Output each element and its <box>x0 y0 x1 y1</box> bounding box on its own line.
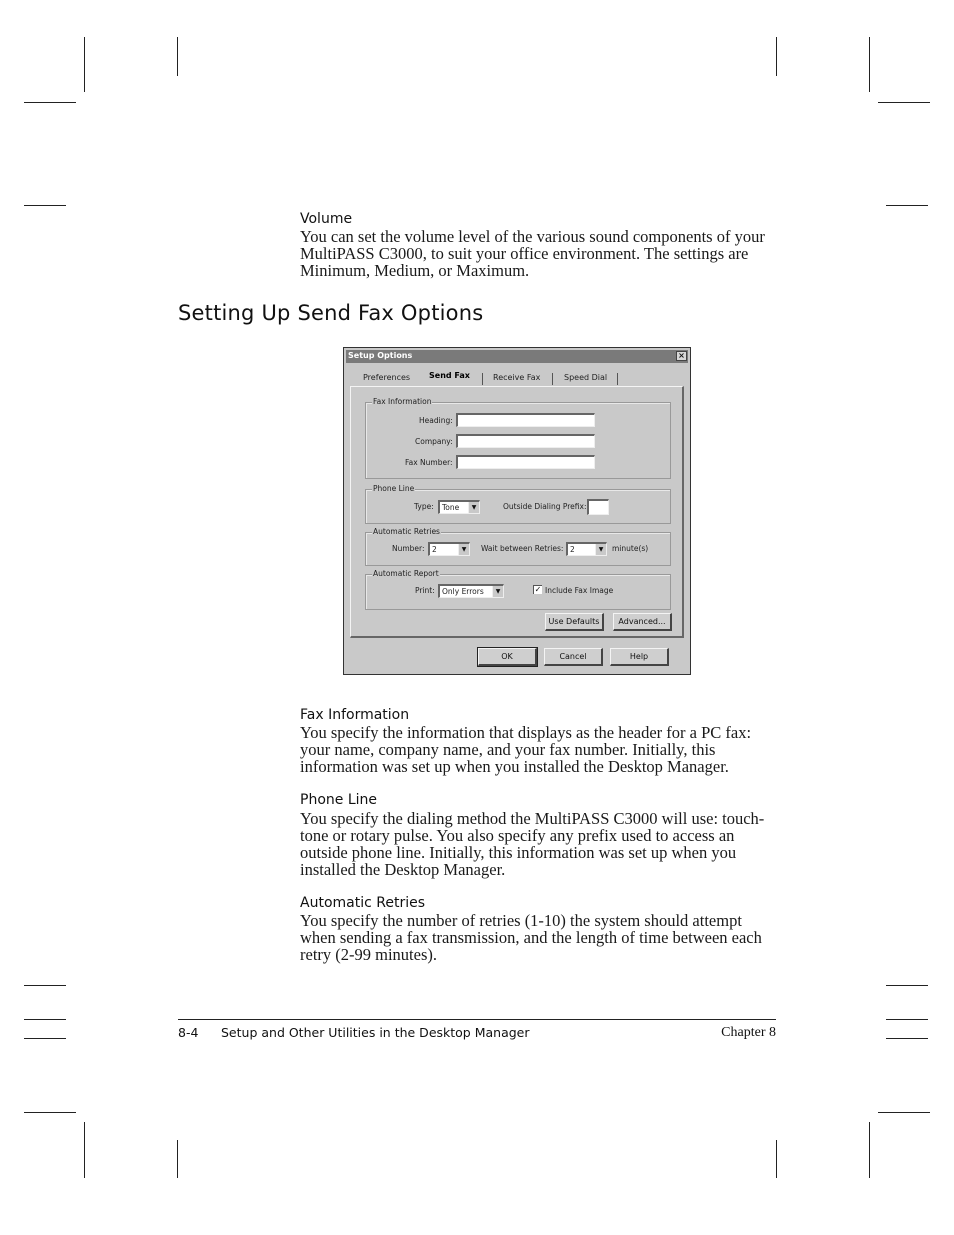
retries-number-value: 2 <box>432 545 437 554</box>
phone-line-heading: Phone Line <box>300 792 377 808</box>
volume-heading: Volume <box>300 211 353 227</box>
tab-bar <box>350 371 686 387</box>
dialog-titlebar[interactable] <box>346 350 688 363</box>
crop-mark <box>24 985 66 986</box>
outside-dialing-prefix-input[interactable] <box>587 499 609 515</box>
chevron-down-icon[interactable]: ▼ <box>595 544 606 555</box>
help-button[interactable]: Help <box>610 648 669 666</box>
retries-number-dropdown[interactable] <box>428 542 470 556</box>
crop-mark <box>776 1140 777 1178</box>
tab-send-fax[interactable]: Send Fax <box>429 371 470 380</box>
tab-speed-dial[interactable]: Speed Dial <box>564 373 608 382</box>
number-label: Number: <box>392 544 425 553</box>
page-number: 8-4 <box>178 1025 199 1040</box>
chevron-down-icon[interactable]: ▼ <box>492 586 503 597</box>
print-value: Only Errors <box>442 587 484 596</box>
crop-mark <box>24 1019 66 1020</box>
automatic-retries-group <box>365 527 671 566</box>
phone-line-group-label: Phone Line <box>373 484 415 493</box>
footer-chapter: Chapter 8 <box>721 1025 776 1040</box>
fax-number-input[interactable] <box>456 455 595 469</box>
crop-mark <box>24 1038 66 1039</box>
type-label: Type: <box>414 502 434 511</box>
print-label: Print: <box>415 586 435 595</box>
send-fax-panel <box>350 386 684 638</box>
cancel-button[interactable]: Cancel <box>544 648 603 666</box>
automatic-report-group <box>365 569 671 610</box>
automatic-retries-text: You specify the number of retries (1-10) the system should attempt when sending a fax transmission, and the length of time between each retry (2-99 minutes). <box>300 911 762 964</box>
crop-mark <box>24 205 66 206</box>
fax-information-heading: Fax Information <box>300 707 410 723</box>
type-dropdown[interactable] <box>438 500 480 514</box>
crop-mark <box>886 1019 928 1020</box>
tab-divider <box>482 373 483 385</box>
chevron-down-icon[interactable]: ▼ <box>468 502 479 513</box>
wait-between-retries-label: Wait between Retries: <box>481 544 564 553</box>
wait-between-retries-value: 2 <box>570 545 575 554</box>
automatic-retries-group-label: Automatic Retries <box>373 527 440 536</box>
ok-button[interactable]: OK <box>478 648 537 666</box>
close-icon[interactable]: × <box>676 351 687 361</box>
crop-mark <box>886 985 928 986</box>
volume-text: You can set the volume level of the various sound components of your MultiPASS C3000, to suit your office environment. The settings are Minimum, Medium, or Maximum. <box>300 227 765 280</box>
phone-line-text: You specify the dialing method the MultiPASS C3000 will use: touch- tone or rotary pulse. You also specify any prefix used to access an outside phone line. Initially, this information was set up when you installed the Desktop Manager. <box>300 809 765 879</box>
outside-dialing-prefix-label: Outside Dialing Prefix: <box>503 502 587 511</box>
automatic-retries-heading: Automatic Retries <box>300 895 426 911</box>
crop-mark <box>84 1122 85 1178</box>
advanced-button[interactable]: Advanced... <box>613 613 672 631</box>
crop-mark <box>878 1112 930 1113</box>
footer-left <box>178 1025 530 1040</box>
wait-between-retries-dropdown[interactable] <box>566 542 607 556</box>
minutes-label: minute(s) <box>612 544 649 553</box>
footer-title: Setup and Other Utilities in the Desktop Manager <box>221 1025 530 1040</box>
fax-information-text: You specify the information that displays as the header for a PC fax: your name, company name, and your fax number. Initially, this information was set up when you installed the Desktop Manager. <box>300 723 752 776</box>
dialog-title: Setup Options <box>348 351 413 360</box>
company-input[interactable] <box>456 434 595 448</box>
crop-mark <box>84 37 85 92</box>
heading-input[interactable] <box>456 413 595 427</box>
crop-mark <box>878 102 930 103</box>
company-label: Company: <box>415 437 453 446</box>
include-fax-image-checkbox[interactable]: ✓ <box>534 585 542 594</box>
tab-preferences[interactable]: Preferences <box>363 373 411 382</box>
chevron-down-icon[interactable]: ▼ <box>458 544 469 555</box>
phone-line-group <box>365 484 671 524</box>
fax-information-group-label: Fax Information <box>373 397 432 406</box>
include-fax-image-label: Include Fax Image <box>545 586 614 595</box>
section-title: Setting Up Send Fax Options <box>178 301 484 325</box>
fax-information-group <box>365 397 671 479</box>
type-value: Tone <box>442 503 460 512</box>
crop-mark <box>869 37 870 92</box>
setup-options-dialog <box>343 347 691 675</box>
crop-mark <box>776 37 777 76</box>
use-defaults-button[interactable]: Use Defaults <box>545 613 604 631</box>
fax-number-label: Fax Number: <box>405 458 453 467</box>
crop-mark <box>177 37 178 76</box>
tab-divider <box>617 373 618 385</box>
crop-mark <box>869 1122 870 1178</box>
print-dropdown[interactable] <box>438 584 504 598</box>
tab-receive-fax[interactable]: Receive Fax <box>493 373 541 382</box>
crop-mark <box>886 1038 928 1039</box>
footer-rule <box>178 1019 776 1020</box>
automatic-report-group-label: Automatic Report <box>373 569 439 578</box>
crop-mark <box>24 102 76 103</box>
crop-mark <box>24 1112 76 1113</box>
crop-mark <box>177 1140 178 1178</box>
heading-label: Heading: <box>419 416 453 425</box>
tab-divider <box>552 373 553 385</box>
crop-mark <box>886 205 928 206</box>
